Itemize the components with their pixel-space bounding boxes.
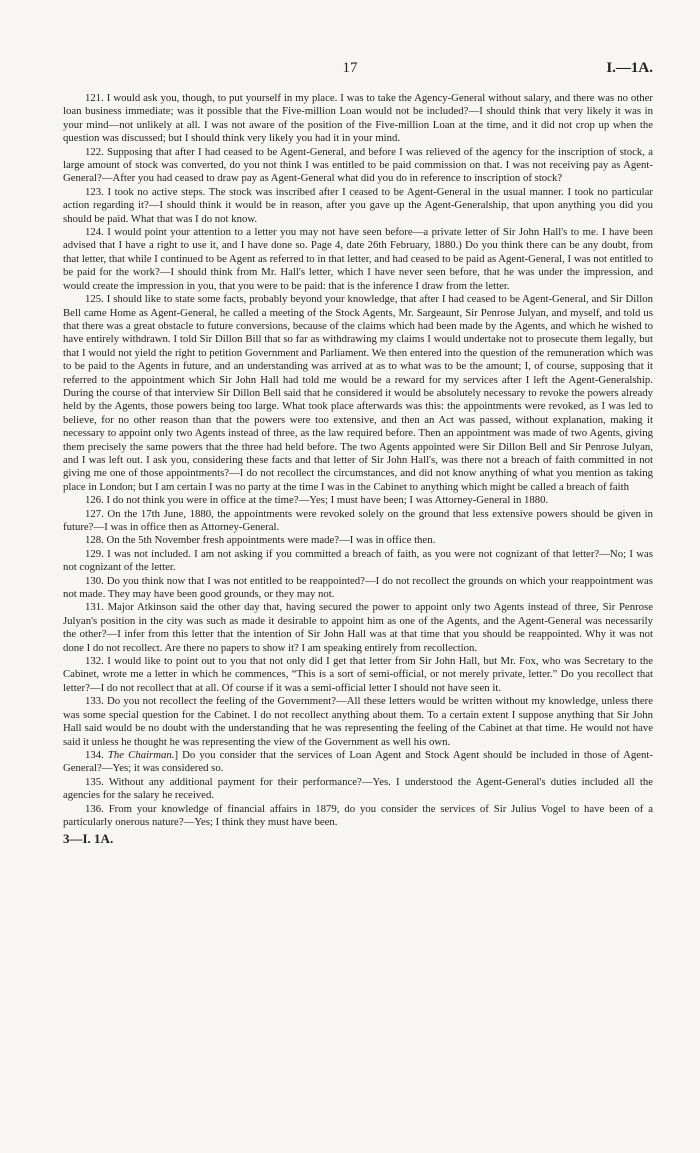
paragraph-121: 121. I would ask you, though, to put yourself in my place. I was to take the Agency-General without salary, and there was no other loan business immediate; was it possible that the Five-million Loan would not be included?—I should think that very likely it was in your mind—not unlikely at all. I was not aware of the position of the Five-million Loan at the time, and it did not crop up when the question was discussed; but I should think very likely you had it in your mind. bbox=[63, 92, 653, 145]
paragraph-134 bbox=[63, 749, 653, 776]
paragraph-134-number: 134. bbox=[85, 748, 104, 761]
paragraph-128: 128. On the 5th November fresh appointments were made?—I was in office then. bbox=[85, 534, 436, 547]
paragraph-126: 126. I do not think you were in office at the time?—Yes; I must have been; I was Attorney-General in 1880. bbox=[85, 494, 549, 507]
paragraph-134-speaker: The Chairman. bbox=[107, 748, 175, 761]
paragraph-127: 127. On the 17th June, 1880, the appointments were revoked solely on the ground that less extensive powers should be given in future?—I was in office then as Attorney-General. bbox=[63, 507, 653, 533]
paragraph-123: 123. I took no active steps. The stock was inscribed after I ceased to be Agent-General in the usual manner. I took no particular action regarding it?—I should think it would be in reason, after you gave up the Agent-Generalship, that upon anything you did you should be paid. What that was I do not know. bbox=[63, 185, 653, 225]
document-body bbox=[63, 92, 653, 846]
paragraph-125: 125. I should like to state some facts, probably beyond your knowledge, that after I had ceased to be Agent-General, and Sir Dillon Bell came Home as Agent-General, he called a meeting of the Stock Agents, Mr. Sargeaunt, Sir Penrose Julyan, and myself, and told us that there was a great obstacle to future conversions, because of the claims which had been made by the Agents, and which he wished to have entirely withdrawn. I told Sir Dillon Bill that so far as withdrawing my claims I would undertake not to prosecute them legally, but that I would not yield the right to petition Government and Parliament. We then entered into the question of the remuneration which was to be paid to the Agents in future, and an understanding was arrived at as to what was to be the amount; I, of course, supposing that it referred to the appointment which Sir John Hall had told me would be a reward for my services after I left the Agent-Generalship. During the course of that interview Sir Dillon Bell said that he considered it would be absolutely necessary to revoke the powers already held by the Agents, those powers being too large. What took place afterwards was this: the appointments were revoked, as I was led to believe, for no other reason than that the powers were too extensive, and then an Act was passed, without explanation, making it necessary to appoint only two Agents instead of three, as the law required before. Then an appointment was made of two Agents, giving them precisely the same powers that the three had held before. The two Agents appointed were Sir Dillon Bell and Sir Penrose Julyan, and I was left out. I ask you, considering these facts and that letter of Sir John Hall's, was there not a breach of faith committed in not giving me one of those appointments?—I do not recollect the circumstances, and did not know anything of what you mention as taking place in London; but I am certain I was no party at the time I was in the Cabinet to anything which might be called a breach of faith bbox=[63, 293, 653, 493]
paragraph-129: 129. I was not included. I am not asking if you committed a breach of faith, as you were not cognizant of that letter?—No; I was not cognizant of the letter. bbox=[63, 547, 653, 574]
reference-code: I.—1A. bbox=[606, 60, 653, 76]
paragraph-136: 136. From your knowledge of financial affairs in 1879, do you consider the services of Sir Julius Vogel to have been of a particularly onerous nature?—Yes; I think they must have been. bbox=[63, 802, 653, 828]
paragraph-135: 135. Without any additional payment for their performance?—Yes. I understood the Agent-General's duties included all the agencies for the salary he received. bbox=[63, 775, 653, 802]
signature-mark: 3—I. 1A. bbox=[63, 831, 114, 847]
paragraph-130: 130. Do you think now that I was not entitled to be reappointed?—I do not recollect the grounds on which your reappointment was not made. They may have been good grounds, or they may not. bbox=[63, 574, 653, 601]
paragraph-124: 124. I would point your attention to a letter you may not have seen before—a private letter of Sir John Hall's to me. I have been advised that I have a right to use it, and I have done so. Page 4, date 26th February, 1880.) Do you think there can be any doubt, from that letter, that while I continued to be Agent as referred to in that letter, and had ceased to be paid as Agent-General, I was not entitled to be paid for the work?—I should think from Mr. Hall's letter, which I have never seen before, that he was under the impression, and would create the impression in you, that you were to be paid: that is the inference I draw from the letter. bbox=[63, 226, 653, 292]
paragraph-132: 132. I would like to point out to you that not only did I get that letter from Sir John Hall, but Mr. Fox, who was Secretary to the Cabinet, wrote me a letter in which he commences, “This is a sort of semi-official, or not merely private, letter.” Do you recollect that letter?—I do not recollect that at all. Of course if it was a semi-official letter I should not have seen it. bbox=[63, 655, 653, 694]
paragraph-134-text: ] Do you consider that the services of Loan Agent and Stock Agent should be included in those of Agent-General?—Yes; it was considered so. bbox=[63, 748, 654, 775]
paragraph-131: 131. Major Atkinson said the other day that, having secured the power to appoint only two Agents instead of three, Sir Penrose Julyan's position in the city was such as made it desirable to appoint him as one of the Agents, and the Agent-General was necessarily the other?—I infer from this letter that the intention of Sir John Hall was at that time that you should be reappointed. Why it was not done I do not recollect. Are there no papers to show it? I am speaking entirely from recollection. bbox=[63, 601, 653, 654]
page-number: 17 bbox=[342, 60, 358, 76]
paragraph-122: 122. Supposing that after I had ceased to be Agent-General, and before I was relieved of the agency for the inscription of stock, a large amount of stock was converted, do you not think I was entitled to be paid commission on that. I was not receiving pay as Agent-General?—After you had ceased to draw pay as Agent-General what did you do in reference to inscription of stock? bbox=[63, 145, 653, 185]
paragraph-133: 133. Do you not recollect the feeling of the Government?—All these letters would be written without my knowledge, unless there was some special question for the Cabinet. I do not recollect anything about them. To a certain extent I suppose anything that Sir John Hall said would be no doubt with the understanding that he was representing the feeling of the Cabinet at that time. He would not have said it unless he thought he was representing the view of the Government as well his own. bbox=[63, 695, 653, 748]
